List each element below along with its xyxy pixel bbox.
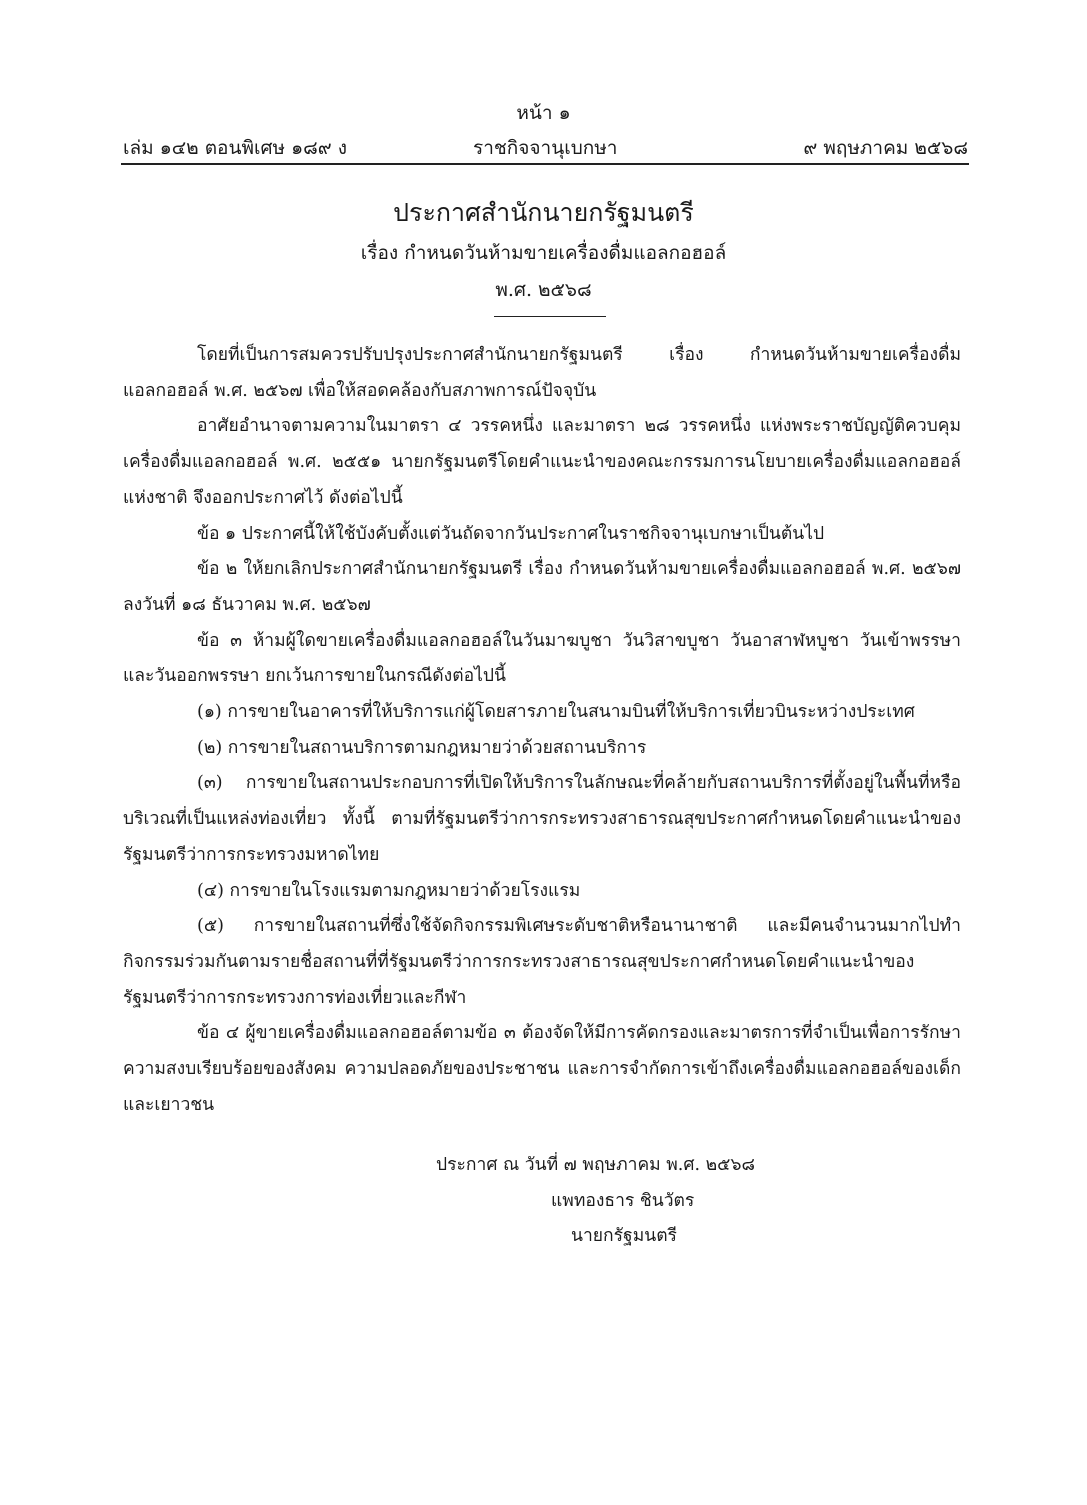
volume-issue: เล่ม ๑๔๒ ตอนพิเศษ ๑๘๙ ง	[123, 137, 348, 159]
exception-5: (๕) การขายในสถานที่ซึ่งใช้จัดกิจกรรมพิเศษระดับชาติหรือนานาชาติ และมีคนจำนวนมากไปทำกิจกรรมร่วมกันตามรายชื่อสถานที่ที่รัฐมนตรีว่าการกระทรวงสาธารณสุขประกาศกำหนดโดยคำแนะนำของรัฐมนตรีว่าการกระทรวงการท่องเที่ยวและกีฬา	[123, 916, 961, 1008]
authority-paragraph: อาศัยอำนาจตามความในมาตรา ๔ วรรคหนึ่ง และมาตรา ๒๘ วรรคหนึ่ง แห่งพระราชบัญญัติควบคุมเครื่องดื่มแอลกอฮอล์ พ.ศ. ๒๕๕๑ นายกรัฐมนตรีโดยคำแนะนำของคณะกรรมการนโยบายเครื่องดื่มแอลกอฮอล์แห่งชาติ จึงออกประกาศไว้ ดังต่อไปนี้	[123, 416, 961, 508]
publication-date: ๙ พฤษภาคม ๒๕๖๘	[803, 137, 968, 159]
title-divider	[494, 316, 606, 317]
announcement-date: ประกาศ ณ วันที่ ๗ พฤษภาคม พ.ศ. ๒๕๖๘	[436, 1155, 755, 1175]
announcement-year: พ.ศ. ๒๕๖๘	[495, 279, 592, 301]
announcement-subject: เรื่อง กำหนดวันห้ามขายเครื่องดื่มแอลกอฮอล์	[360, 242, 727, 264]
clause-4: ข้อ ๔ ผู้ขายเครื่องดื่มแอลกอฮอล์ตามข้อ ๓ ต้องจัดให้มีการคัดกรองและมาตรการที่จำเป็นเพื่อการรักษาความสงบเรียบร้อยของสังคม ความปลอดภัยของประชาชน และการจำกัดการเข้าถึงเครื่องดื่มแอลกอฮอล์ของเด็กและเยาวชน	[123, 1023, 961, 1115]
exception-4: (๔) การขายในโรงแรมตามกฎหมายว่าด้วยโรงแรม	[197, 880, 581, 901]
announcement-body	[123, 338, 961, 1123]
page-number: หน้า ๑	[516, 102, 571, 124]
header-divider	[121, 163, 969, 165]
exception-3: (๓) การขายในสถานประกอบการที่เปิดให้บริการในลักษณะที่คล้ายกับสถานบริการที่ตั้งอยู่ในพื้นที่หรือบริเวณที่เป็นแหล่งท่องเที่ยว ทั้งนี้ ตามที่รัฐมนตรีว่าการกระทรวงสาธารณสุขประกาศกำหนดโดยคำแนะนำของรัฐมนตรีว่าการกระทรวงมหาดไทย	[123, 773, 961, 865]
signatory-position: นายกรัฐมนตรี	[571, 1226, 677, 1246]
preamble-paragraph: โดยที่เป็นการสมควรปรับปรุงประกาศสำนักนายกรัฐมนตรี เรื่อง กำหนดวันห้ามขายเครื่องดื่มแอลกอฮอล์ พ.ศ. ๒๕๖๗ เพื่อให้สอดคล้องกับสภาพการณ์ปัจจุบัน	[123, 345, 961, 401]
clause-2: ข้อ ๒ ให้ยกเลิกประกาศสำนักนายกรัฐมนตรี เรื่อง กำหนดวันห้ามขายเครื่องดื่มแอลกอฮอล์ พ.ศ. ๒๕๖๗ ลงวันที่ ๑๘ ธันวาคม พ.ศ. ๒๕๖๗	[123, 559, 961, 615]
signatory-name: แพทองธาร ชินวัตร	[551, 1190, 695, 1211]
clause-1: ข้อ ๑ ประกาศนี้ให้ใช้บังคับตั้งแต่วันถัดจากวันประกาศในราชกิจจานุเบกษาเป็นต้นไป	[197, 523, 825, 544]
announcement-title: ประกาศสำนักนายกรัฐมนตรี	[393, 198, 694, 227]
signature-block	[436, 1148, 856, 1255]
gazette-name: ราชกิจจานุเบกษา	[473, 137, 618, 159]
exception-2: (๒) การขายในสถานบริการตามกฎหมายว่าด้วยสถานบริการ	[197, 737, 647, 758]
exception-1: (๑) การขายในอาคารที่ให้บริการแก่ผู้โดยสารภายในสนามบินที่ให้บริการเที่ยวบินระหว่างประเทศ	[197, 702, 915, 723]
gazette-header	[123, 133, 968, 161]
clause-3: ข้อ ๓ ห้ามผู้ใดขายเครื่องดื่มแอลกอฮอล์ในวันมาฆบูชา วันวิสาขบูชา วันอาสาฬหบูชา วันเข้าพรรษา และวันออกพรรษา ยกเว้นการขายในกรณีดังต่อไปนี้	[123, 630, 961, 687]
